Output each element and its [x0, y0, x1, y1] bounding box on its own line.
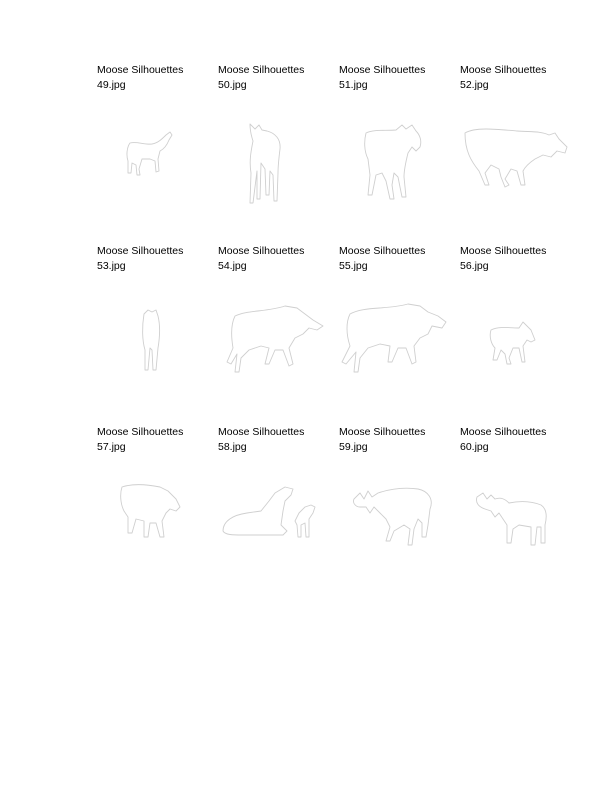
- thumbnail-caption: [97, 425, 183, 455]
- moose-grazing-silhouette-icon: [92, 473, 217, 573]
- thumbnail-card[interactable]: [460, 244, 581, 425]
- thumbnail-caption: [339, 425, 425, 455]
- thumbnail-filename: 59.jpg: [339, 441, 368, 453]
- thumbnail-card[interactable]: [97, 244, 218, 425]
- thumbnail-title: Moose Silhouettes: [460, 245, 547, 257]
- thumbnail-caption: [97, 244, 183, 274]
- thumbnail-card[interactable]: [339, 425, 460, 606]
- moose-standing-silhouette-icon: [334, 111, 459, 211]
- thumbnail-filename: 53.jpg: [97, 260, 126, 272]
- thumbnail-caption: [218, 244, 304, 274]
- thumbnail-title: Moose Silhouettes: [97, 426, 184, 438]
- thumbnail-card[interactable]: [339, 244, 460, 425]
- thumbnail-title: Moose Silhouettes: [218, 245, 305, 257]
- moose-calf-silhouette-icon: [455, 292, 580, 392]
- thumbnail-filename: 50.jpg: [218, 79, 247, 91]
- thumbnail-filename: 55.jpg: [339, 260, 368, 272]
- thumbnail-card[interactable]: [460, 63, 581, 244]
- thumbnail-filename: 60.jpg: [460, 441, 489, 453]
- thumbnail-card[interactable]: [97, 425, 218, 606]
- moose-front-silhouette-icon: [213, 111, 338, 211]
- moose-walking-silhouette-icon: [334, 292, 459, 392]
- thumbnail-filename: 56.jpg: [460, 260, 489, 272]
- thumbnail-title: Moose Silhouettes: [218, 64, 305, 76]
- moose-side-silhouette-icon: [455, 111, 580, 211]
- moose-rear-silhouette-icon: [92, 292, 217, 392]
- thumbnail-title: Moose Silhouettes: [339, 64, 426, 76]
- thumbnail-card[interactable]: [218, 63, 339, 244]
- moose-bull-silhouette-icon: [455, 473, 580, 573]
- thumbnail-caption: [460, 63, 546, 93]
- moose-bull-silhouette-icon: [334, 473, 459, 573]
- thumbnail-caption: [460, 425, 546, 455]
- thumbnail-card[interactable]: [339, 63, 460, 244]
- thumbnail-title: Moose Silhouettes: [339, 245, 426, 257]
- thumbnail-caption: [339, 63, 425, 93]
- moose-calf-silhouette-icon: [92, 111, 217, 211]
- thumbnail-card[interactable]: [218, 425, 339, 606]
- thumbnail-filename: 52.jpg: [460, 79, 489, 91]
- thumbnail-card[interactable]: [460, 425, 581, 606]
- thumbnail-filename: 58.jpg: [218, 441, 247, 453]
- thumbnail-title: Moose Silhouettes: [97, 245, 184, 257]
- thumbnail-filename: 51.jpg: [339, 79, 368, 91]
- thumbnail-card[interactable]: [218, 244, 339, 425]
- moose-walking-silhouette-icon: [213, 292, 338, 392]
- thumbnail-caption: [218, 425, 304, 455]
- thumbnail-title: Moose Silhouettes: [460, 426, 547, 438]
- thumbnail-filename: 54.jpg: [218, 260, 247, 272]
- thumbnail-title: Moose Silhouettes: [460, 64, 547, 76]
- thumbnail-caption: [97, 63, 183, 93]
- thumbnail-title: Moose Silhouettes: [218, 426, 305, 438]
- thumbnail-caption: [218, 63, 304, 93]
- thumbnail-caption: [339, 244, 425, 274]
- thumbnail-filename: 57.jpg: [97, 441, 126, 453]
- thumbnail-title: Moose Silhouettes: [339, 426, 426, 438]
- thumbnail-title: Moose Silhouettes: [97, 64, 184, 76]
- thumbnail-caption: [460, 244, 546, 274]
- thumbnail-card[interactable]: [97, 63, 218, 244]
- moose-lying-silhouette-icon: [213, 473, 338, 573]
- thumbnail-filename: 49.jpg: [97, 79, 126, 91]
